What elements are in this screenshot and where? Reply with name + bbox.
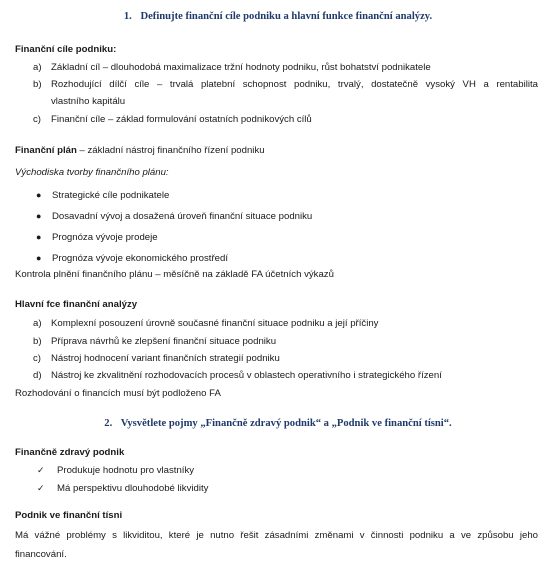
disc-bullet-icon: ● (36, 253, 42, 263)
list-item-text: Nástroj ke zkvalitnění rozhodovacích procesů v oblastech operativního i strategického řízení (51, 370, 442, 381)
tisen-paragraph (15, 526, 538, 564)
vychodiska-heading: Východiska tvorby finančního plánu: (15, 167, 169, 178)
section-1-number: 1. (123, 11, 132, 22)
bullet-text: Prognóza vývoje prodeje (52, 232, 158, 243)
list-marker: a) (33, 62, 42, 73)
section-1-heading (0, 11, 556, 22)
tisen-heading: Podnik ve finanční tísni (15, 510, 123, 521)
section-1-title: Definujte finanční cíle podniku a hlavní funkce finanční analýzy. (140, 11, 433, 22)
list-item-text: vlastního kapitálu (51, 96, 126, 107)
list-marker: a) (33, 318, 42, 329)
check-item-text: Produkuje hodnotu pro vlastníky (57, 465, 195, 476)
list-marker: c) (33, 114, 41, 125)
fce-heading: Hlavní fce finanční analýzy (15, 299, 138, 310)
plan-rest: – základní nástroj finančního řízení podniku (76, 145, 265, 156)
disc-bullet-icon: ● (36, 232, 42, 242)
section-2-title: Vysvětlete pojmy „Finančně zdravý podnik“ a „Podnik ve finanční tísni“. (120, 418, 452, 429)
paragraph-line: financování. (15, 549, 67, 560)
zdravy-heading: Finančně zdravý podnik (15, 447, 125, 458)
bullet-text: Prognóza vývoje ekonomického prostředí (52, 253, 228, 264)
list-marker: c) (33, 353, 41, 364)
list-marker: b) (33, 79, 42, 90)
bullet-text: Strategické cíle podnikatele (52, 190, 170, 201)
section-2-number: 2. (104, 418, 113, 429)
fce-footer: Rozhodování o financích musí být podloženo FA (15, 388, 221, 399)
section-2-heading (0, 418, 556, 429)
list-item-text: Finanční cíle – základ formulování ostatních podnikových cílů (51, 114, 312, 125)
list-item-text: Rozhodující dílčí cíle – trvalá platební schopnost podniku, trvalý, dostatečně vysoký VH a rentabilita (51, 79, 538, 90)
check-mark-icon: ✓ (37, 483, 45, 493)
list-item-text: Základní cíl – dlouhodobá maximalizace tržní hodnoty podniku, růst bohatství podnikatele (51, 62, 431, 73)
list-item-text: Nástroj hodnocení variant finančních strategií podniku (51, 353, 280, 364)
check-mark-icon: ✓ (37, 465, 45, 475)
list-marker: d) (33, 370, 42, 381)
list-item-text: Komplexní posouzení úrovně současné finanční situace podniku a její příčiny (51, 318, 379, 329)
list-marker: b) (33, 336, 42, 347)
paragraph-line: Má vážné problémy s likviditou, které je nutno řešit zásadními změnami v činnosti podniku a ve způsobu jeho (15, 530, 538, 541)
list-item-text: Příprava návrhů ke zlepšení finanční situace podniku (51, 336, 277, 347)
plan-bold: Finanční plán (15, 145, 77, 156)
disc-bullet-icon: ● (36, 190, 42, 200)
check-item-text: Má perspektivu dlouhodobé likvidity (57, 483, 209, 494)
plan-line (15, 145, 265, 156)
kontrola-line: Kontrola plnění finančního plánu – měsíčně na základě FA účetních výkazů (15, 269, 334, 280)
bullet-text: Dosavadní vývoj a dosažená úroveň finanční situace podniku (52, 211, 313, 222)
disc-bullet-icon: ● (36, 211, 42, 221)
cile-heading: Finanční cíle podniku: (15, 44, 117, 55)
